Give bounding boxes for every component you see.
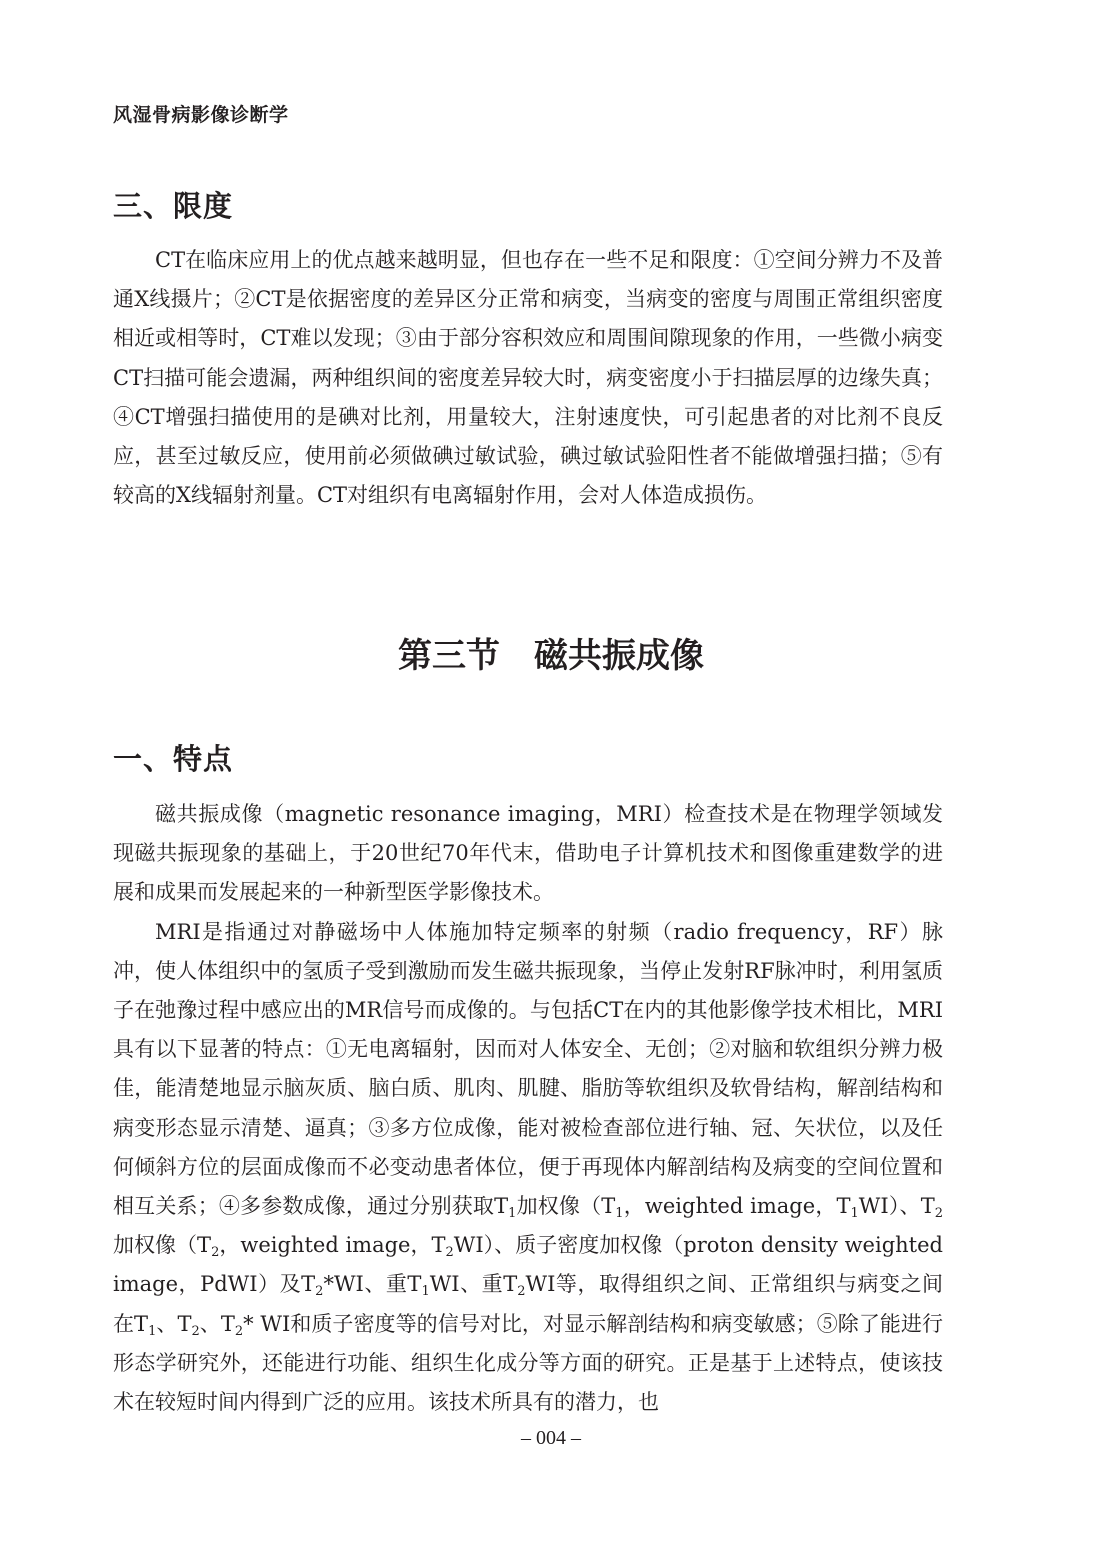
features-paragraph-1: 磁共振成像（magnetic resonance imaging，MRI）检查技术是在物理学领域发现磁共振现象的基础上，于20世纪70年代末，借助电子计算机技术和图像重建数学的进展和成果而发展起来的一种新型医学影像技术。 xyxy=(113,802,943,905)
limitations-paragraph: CT在临床应用上的优点越来越明显，但也存在一些不足和限度：①空间分辨力不及普通X线摄片；②CT是依据密度的差异区分正常和病变，当病变的密度与周围正常组织密度相近或相等时，CT难以发现；③由于部分容积效应和周围间隙现象的作用，一些微小病变CT扫描可能会遗漏，两种组织间的密度差异较大时，病变密度小于扫描层厚的边缘失真；④CT增强扫描使用的是碘对比剂，用量较大，注射速度快，可引起患者的对比剂不良反应，甚至过敏反应，使用前必须做碘过敏试验，碘过敏试验阳性者不能做增强扫描；⑤有较高的X线辐射剂量。CT对组织有电离辐射作用，会对人体造成损伤。 xyxy=(113,248,943,508)
running-head: 风湿骨病影像诊断学 xyxy=(113,104,289,126)
limitations-text xyxy=(113,241,943,515)
features-paragraph-2: MRI是指通过对静磁场中人体施加特定频率的射频（radio frequency，RF）脉冲，使人体组织中的氢质子受到激励而发生磁共振现象，当停止发射RF脉冲时，利用氢质子在弛豫过程中感应出的MR信号而成像的。与包括CT在内的其他影像学技术相比，MRI具有以下显著的特点：①无电离辐射，因而对人体安全、无创；②对脑和软组织分辨力极佳，能清楚地显示脑灰质、脑白质、肌肉、肌腱、脂肪等软组织及软骨结构，解剖结构和病变形态显示清楚、逼真；③多方位成像，能对被检查部位进行轴、冠、矢状位，以及任何倾斜方位的层面成像而不必变动患者体位，便于再现体内解剖结构及病变的空间位置和相互关系；④多参数成像，通过分别获取$T_1$加权像（$T_1$，weighted image，$T_1WI$）、$T_2$加权像（$T_2$，weighted image，$T_2WI$）、质子密度加权像（proton density weighted image，PdWI）及$T_2*WI$、重$T_1WI$、重$T_2WI$等，取得组织之间、正常组织与病变之间在$T_1$、$T_2$、$T_2*$ WI和质子密度等的信号对比，对显示解剖结构和病变敏感；⑤除了能进行形态学研究外，还能进行功能、组织生化成分等方面的研究。正是基于上述特点，使该技术在较短时间内得到广泛的应用。该技术所具有的潜力，也 xyxy=(113,919,943,1415)
page-number: – 004 – xyxy=(521,1427,581,1449)
heading-features: 一、特点 xyxy=(113,742,234,776)
features-text xyxy=(113,795,943,1422)
section-title: 第三节 磁共振成像 xyxy=(398,636,704,676)
heading-limitations: 三、限度 xyxy=(113,189,234,223)
